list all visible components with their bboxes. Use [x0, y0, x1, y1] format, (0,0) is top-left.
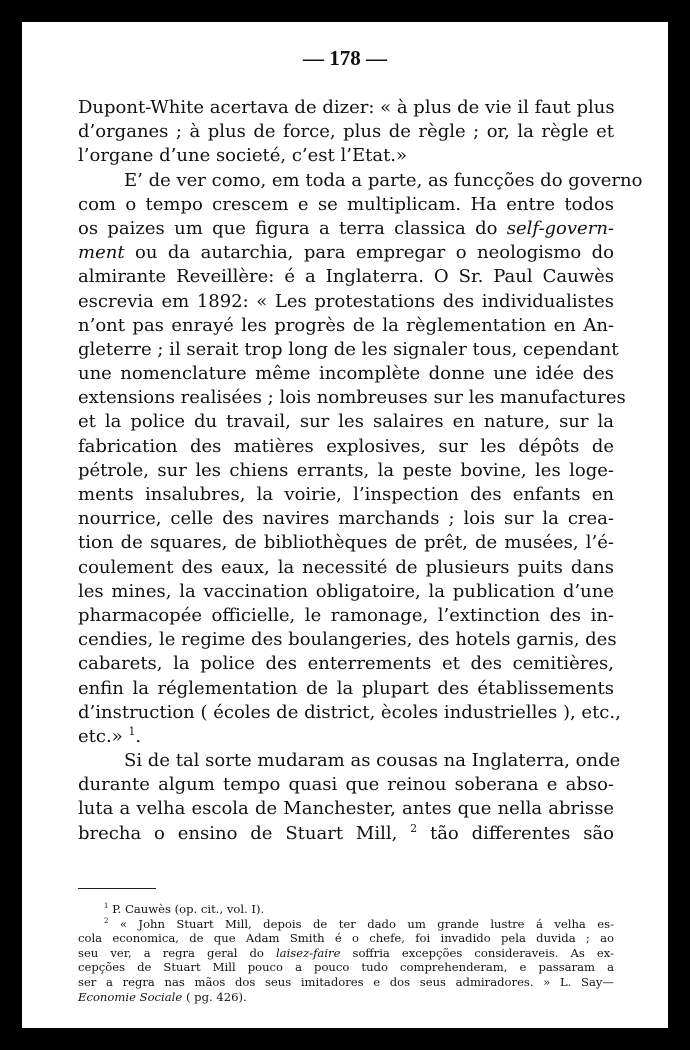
text-segment: P. Cauwès (op. cit., vol. I). [112, 902, 265, 916]
italic-term: self-govern- [506, 217, 614, 239]
text-line: E’ de ver como, em toda a parte, as funcções do governo [124, 169, 643, 191]
text-line: enfin la réglementation de la plupart des établissements [78, 677, 614, 699]
footnote-line [78, 990, 614, 1005]
text-line: pétrole, sur les chiens errants, la peste bovine, les loge- [78, 459, 614, 481]
book-page [22, 22, 668, 1028]
text-segment: ( pg. 426). [185, 989, 247, 1004]
footnote-marker: 2 [410, 821, 418, 835]
text-line: nourrice, celle des navires marchands ; lois sur la crea- [78, 508, 614, 530]
text-line: luta a velha escola de Manchester, antes que nella abrisse [78, 798, 614, 820]
text-line: gleterre ; il serait trop long de les signaler tous, cependant [78, 338, 619, 360]
text-line: escrevia em 1892: « Les protestations des individualistes [78, 290, 614, 312]
page-number: — 178 — [303, 46, 387, 70]
footnote-line: cepções de Stuart Mill pouco a pouco tudo comprehenderam, e passaram a [78, 960, 614, 975]
footnote-number: 1 [104, 902, 109, 911]
text-line: n’ont pas enrayé les progrès de la règlementation en An- [78, 314, 614, 336]
body-text [78, 96, 643, 846]
text-line: extensions realisées ; lois nombreuses sur les manufactures [78, 387, 626, 409]
text-line: durante algum tempo quasi que reinou soberana e abso- [78, 774, 614, 796]
footnote-line: ser a regra nas mãos dos seus imitadores e dos seus admiradores. » L. Say— [78, 974, 614, 989]
text-line: et la police du travail, sur les salaires en nature, sur la [78, 411, 614, 433]
text-segment: etc.» [78, 725, 123, 747]
text-segment: seu ver, a regra geral do [78, 945, 264, 960]
footnote-number: 2 [104, 916, 109, 925]
text-line [78, 241, 614, 265]
text-line: fabrication des matières explosives, sur les dépôts de [78, 435, 614, 457]
text-line: com o tempo crescem e se multiplicam. Ha entre todos [78, 193, 614, 215]
text-line: coulement des eaux, la necessité de plusieurs puits dans [78, 556, 614, 578]
text-line: une nomenclature même incomplète donne une idée des [78, 363, 614, 385]
footnote-line: cola economica, de que Adam Smith é o chefe, foi invadido pela duvida ; ao [78, 931, 614, 946]
text-line [78, 725, 614, 749]
text-line: cabarets, la police des enterrements et des cemitières, [78, 653, 614, 675]
italic-term: Economie Sociale [78, 989, 183, 1004]
footnote-line [78, 917, 614, 932]
text-line: Dupont-White acertava de dizer: « à plus de vie il faut plus [78, 97, 615, 118]
text-line: Si de tal sorte mudaram as cousas na Inglaterra, onde [124, 750, 621, 772]
footnote-marker: 1 [128, 724, 136, 738]
text-segment: « John Stuart Mill, depois de ter dado um grande lustre á velha es- [119, 916, 615, 931]
text-segment: . [135, 725, 142, 747]
text-line: pharmacopée officielle, le ramonage, l’extinction des in- [78, 604, 614, 626]
text-segment: os paizes um que figura a terra classica do [78, 217, 498, 239]
footnote-divider [78, 888, 156, 889]
footnote-line [78, 902, 614, 917]
text-line: l’organe d’une societé, c’est l’Etat.» [78, 145, 408, 167]
text-line: d’organes ; à plus de force, plus de règle ; or, la règle et [78, 121, 614, 143]
text-segment: ou da autarchia, para empregar o neologismo do [135, 242, 614, 264]
text-line: les mines, la vaccination obligatoire, la publication d’une [78, 580, 614, 602]
text-line: ments insalubres, la voirie, l’inspection des enfants en [78, 484, 614, 505]
italic-term: laisez-faire [275, 945, 341, 960]
text-line: cendies, le regime des boulangeries, des hotels garnis, des [78, 629, 617, 651]
text-line [78, 217, 614, 241]
text-line [78, 822, 614, 846]
text-segment: tão differentes são [429, 822, 614, 844]
italic-term: ment [78, 242, 125, 264]
text-line: almirante Reveillère: é a Inglaterra. O Sr. Paul Cauwès [78, 266, 614, 288]
text-line: tion de squares, de bibliothèques de prêt, de musées, l’é- [78, 532, 614, 554]
text-segment: soffria excepções consideraveis. As ex- [352, 945, 614, 960]
text-line: d’instruction ( écoles de district, ècoles industrielles ), etc., [78, 701, 621, 723]
text-segment: brecha o ensino de Stuart Mill, [78, 822, 398, 844]
footnote-line [78, 946, 614, 961]
footnotes [78, 902, 614, 1004]
